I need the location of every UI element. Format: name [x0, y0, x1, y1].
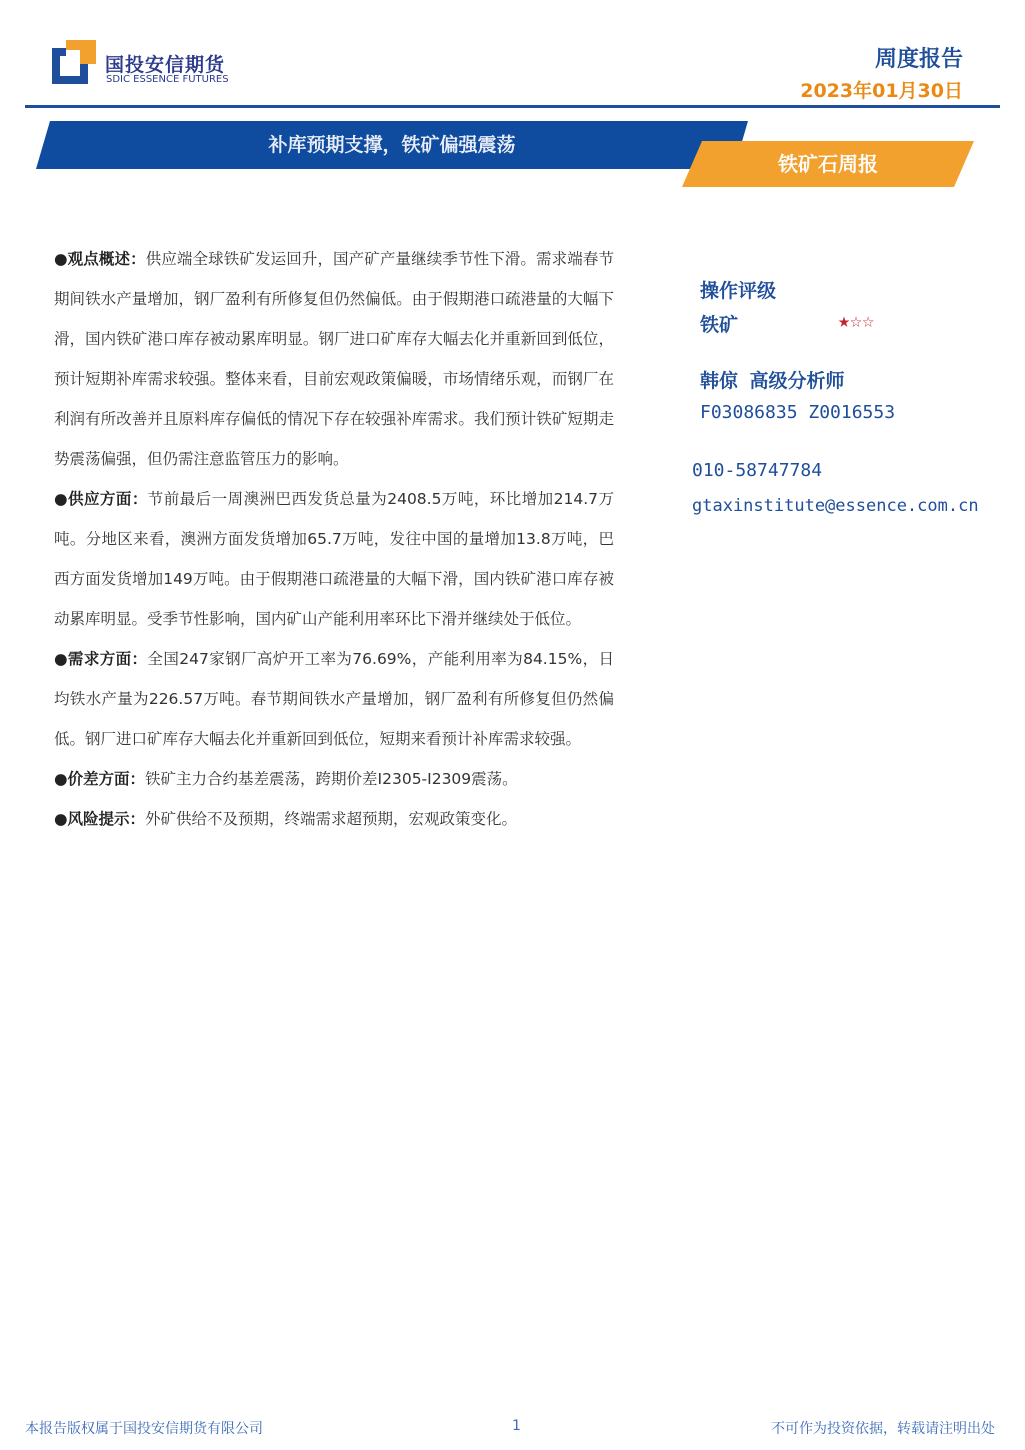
company-name-cn: 国投安信期货 [105, 54, 226, 76]
section-overview [54, 239, 614, 479]
analyst-name: 韩倞 高级分析师 [700, 370, 845, 392]
section-heading: ●需求方面： [54, 650, 148, 668]
section-heading: ●价差方面： [54, 770, 146, 788]
section-heading: ●供应方面： [54, 490, 148, 508]
section-spread [54, 759, 614, 799]
section-text: 节前最后一周澳洲巴西发货总量为2408.5万吨，环比增加214.7万吨。分地区来看，澳洲方面发货增加65.7万吨，发往中国的量增加13.8万吨，巴西方面发货增加149万吨。由于假期港口疏港量的大幅下滑，国内铁矿港口库存被动累库明显。受季节性影响，国内矿山产能利用率环比下滑并继续处于低位。 [54, 490, 614, 628]
section-text: 全国247家钢厂高炉开工率为76.69%，产能利用率为84.15%，日均铁水产量为226.57万吨。春节期间铁水产量增加，钢厂盈利有所修复但仍然偏低。钢厂进口矿库存大幅去化并重新回到低位，短期来看预计补库需求较强。 [54, 650, 614, 748]
report-body [54, 239, 614, 839]
footer-disclaimer: 不可作为投资依据，转载请注明出处 [771, 1421, 995, 1437]
section-text: 外矿供给不及预期，终端需求超预期，宏观政策变化。 [145, 810, 518, 828]
company-logo [52, 40, 252, 90]
section-demand [54, 639, 614, 759]
header-divider [25, 105, 1000, 108]
rating-stars-icon: ★☆☆ [838, 308, 875, 332]
section-heading: ●风险提示： [54, 810, 146, 828]
report-title: 补库预期支撑，铁矿偏强震荡 [268, 134, 516, 156]
page-number: 1 [512, 1418, 521, 1434]
report-date: 2023年01月30日 [800, 80, 963, 102]
logo-mark-icon [52, 40, 96, 84]
contact-email[interactable]: gtaxinstitute@essence.com.cn [692, 496, 979, 516]
footer-copyright: 本报告版权属于国投安信期货有限公司 [25, 1421, 263, 1437]
section-heading: ●观点概述： [54, 250, 146, 268]
report-type: 周度报告 [874, 47, 963, 72]
analyst-cert: F03086835 Z0016553 [700, 402, 896, 423]
section-text: 供应端全球铁矿发运回升，国产矿产量继续季节性下滑。需求端春节期间铁水产量增加，钢厂盈利有所修复但仍然偏低。由于假期港口疏港量的大幅下滑，国内铁矿港口库存被动累库明显。钢厂进口矿库存大幅去化并重新回到低位，预计短期补库需求较强。整体来看，目前宏观政策偏暖，市场情绪乐观，而钢厂在利润有所改善并且原料库存偏低的情况下存在较强补库需求。我们预计铁矿短期走势震荡偏强，但仍需注意监管压力的影响。 [54, 250, 614, 468]
section-supply [54, 479, 614, 639]
section-text: 铁矿主力合约基差震荡，跨期价差I2305-I2309震荡。 [145, 770, 518, 788]
report-subtitle: 铁矿石周报 [778, 152, 878, 176]
company-name-en: SDIC ESSENCE FUTURES [106, 74, 229, 85]
rating-title: 操作评级 [700, 280, 777, 302]
rating-item: 铁矿 [700, 314, 739, 336]
section-risk [54, 799, 614, 839]
contact-phone: 010-58747784 [692, 460, 823, 481]
